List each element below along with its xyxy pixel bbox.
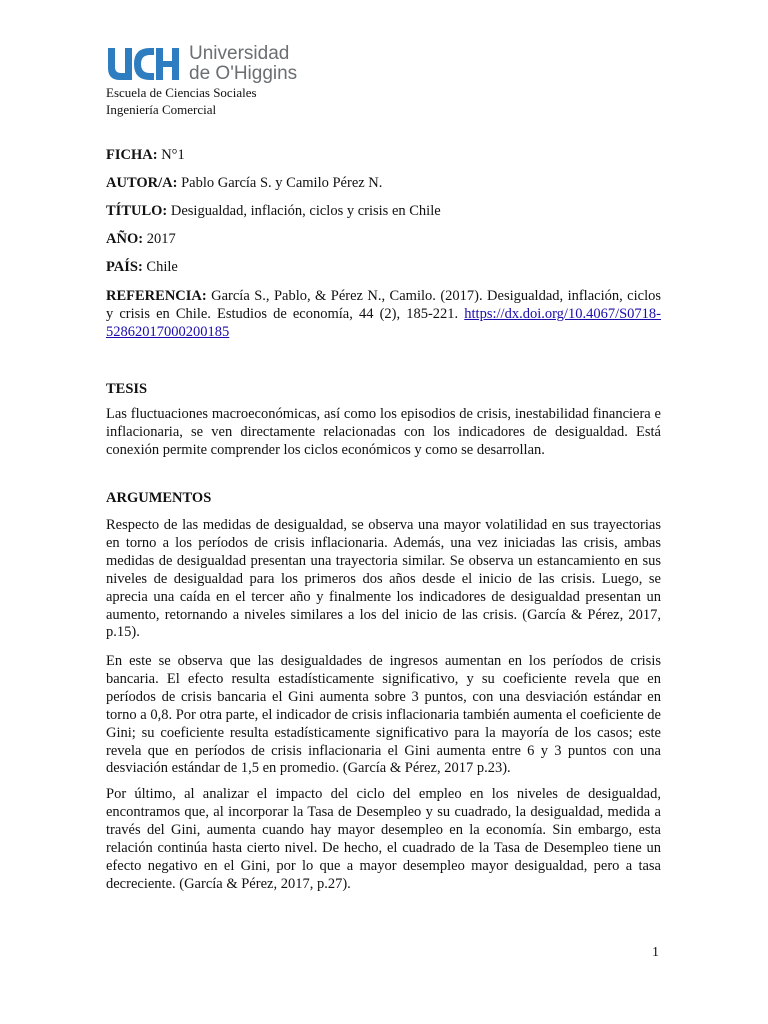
tesis-heading: TESIS xyxy=(106,381,148,397)
field-anio xyxy=(106,230,176,248)
field-titulo xyxy=(106,202,441,220)
argumentos-paragraph-1: Respecto de las medidas de desigualdad, se observa una mayor volatilidad en sus trayectorias en torno a los períodos de crisis inflacionaria. Además, una vez iniciadas las crisis, ambas medidas de desigualdad presentan una trayectoria similar. Se observa un estancamiento en sus niveles de desigualdad para los primeros dos años desde el inicio de las crisis. Luego, se aprecia una caída en el tercer año y finalmente los indicadores de desigualdad presentan un aumento, retornando a niveles similares a los del inicio de las crisis. (García & Pérez, 2017, p.15). xyxy=(106,517,661,641)
field-autor-value: Pablo García S. y Camilo Pérez N. xyxy=(177,175,383,191)
uoh-logo-mark xyxy=(106,46,182,82)
field-referencia-label: REFERENCIA: xyxy=(106,288,207,304)
field-referencia-value: García S., Pablo, & Pérez N., Camilo. (2017). Desigualdad, inflación, ciclos y crisis en Chile. Estudios de economía, 44 (2), 185-221. xyxy=(106,288,661,322)
field-referencia xyxy=(106,287,661,341)
page-number: 1 xyxy=(652,945,659,960)
field-ficha-label: FICHA: xyxy=(106,147,158,163)
field-pais-label: PAÍS: xyxy=(106,259,143,275)
university-logo xyxy=(106,44,297,84)
school-block xyxy=(106,84,257,118)
field-anio-value: 2017 xyxy=(143,231,176,247)
doi-link[interactable]: https://dx.doi.org/10.4067/S0718-52862017000200185 xyxy=(106,306,661,340)
tesis-paragraph: Las fluctuaciones macroeconómicas, así como los episodios de crisis, inestabilidad financiera e inflacionaria, se ven directamente relacionadas con los indicadores de desigualdad. Está conexión permite comprender los ciclos económicos y como se desarrollan. xyxy=(106,406,661,458)
field-autor-label: AUTOR/A: xyxy=(106,175,178,191)
field-anio-label: AÑO: xyxy=(106,231,144,247)
field-pais-value: Chile xyxy=(142,259,178,275)
argumentos-heading: ARGUMENTOS xyxy=(106,490,212,506)
university-name-line1: Universidad xyxy=(189,43,290,64)
argumentos-paragraph-3: Por último, al analizar el impacto del ciclo del empleo en los niveles de desigualdad, encontramos que, al incorporar la Tasa de Desempleo y su cuadrado, la desigualdad, medida a través del Gini, aumenta cuando hay mayor desempleo en la economía. Sin embargo, esta relación continúa hasta cierto nivel. De hecho, el cuadrado de la Tasa de Desempleo tiene un efecto negativo en el Gini, por lo que a mayor desempleo mayor desigualdad, pero a tasa decreciente. (García & Pérez, 2017, p.27). xyxy=(106,786,661,892)
school-name: Escuela de Ciencias Sociales xyxy=(106,85,257,100)
field-autor xyxy=(106,174,382,192)
field-titulo-label: TÍTULO: xyxy=(106,203,168,219)
field-ficha-value: N°1 xyxy=(157,147,185,163)
argumentos-paragraph-2: En este se observa que las desigualdades de ingresos aumentan en los períodos de crisis bancaria. El efecto resulta estadísticamente significativo, y su coeficiente revela que en períodos de crisis bancaria el Gini aumenta sobre 3 puntos, con una desviación estándar en torno a 0,8. Por otra parte, el indicador de crisis inflacionaria también aumenta el coeficiente de Gini; su coeficiente resulta estadísticamente significativo para la mayoría de los casos; este revela que en períodos de crisis inflacionaria el Gini aumenta entre 6 y 3 puntos con una desviación estándar de 1,5 en promedio. (García & Pérez, 2017 p.23). xyxy=(106,653,661,777)
program-name: Ingeniería Comercial xyxy=(106,102,217,117)
university-name-line2: de O'Higgins xyxy=(189,63,298,84)
field-pais xyxy=(106,258,178,276)
university-name xyxy=(189,44,297,84)
field-titulo-value: Desigualdad, inflación, ciclos y crisis en Chile xyxy=(167,203,441,219)
field-ficha xyxy=(106,146,185,164)
